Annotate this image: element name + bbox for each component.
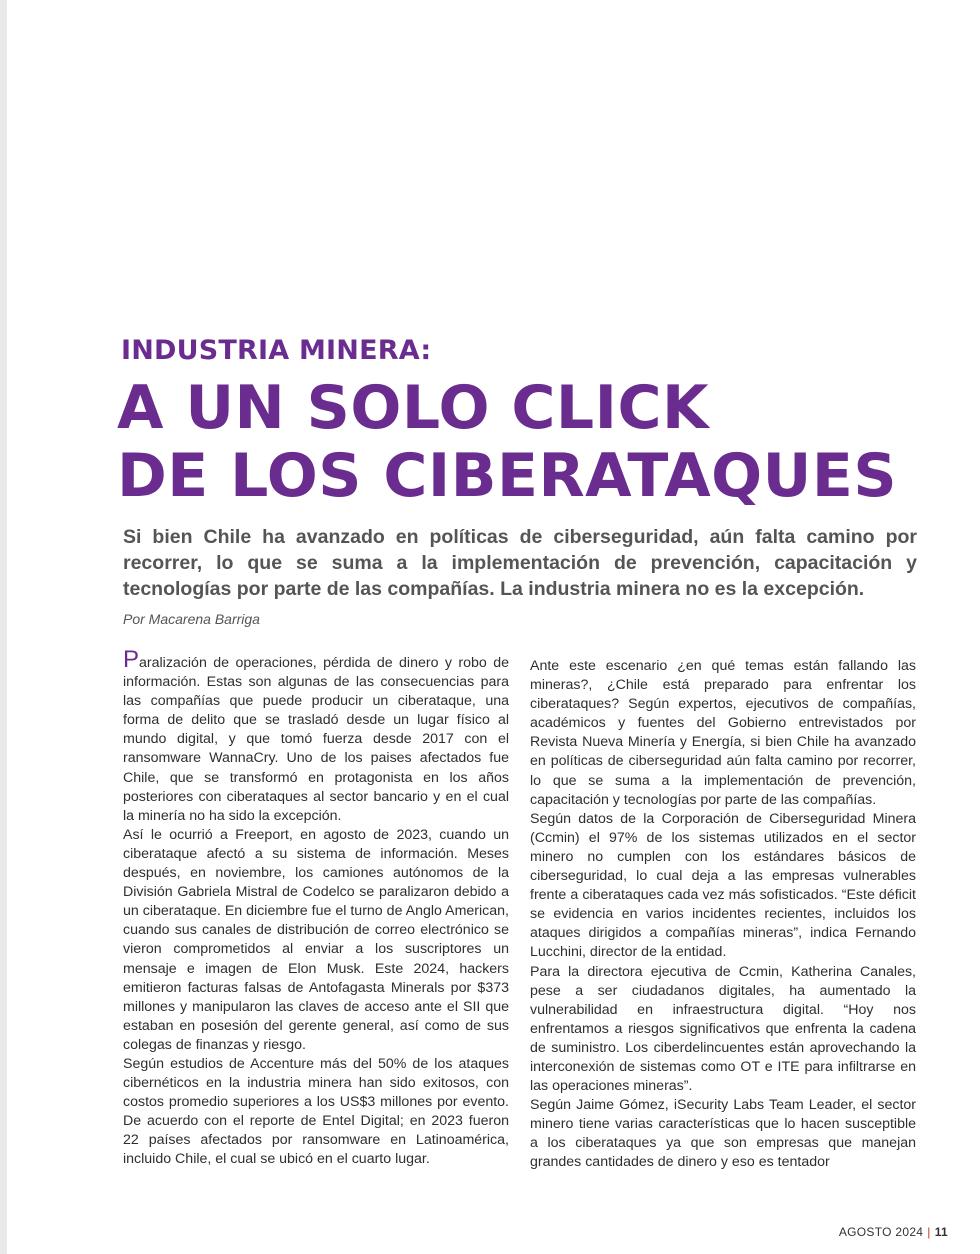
headline-line-2: DE LOS CIBERATAQUES bbox=[117, 441, 898, 511]
left-column bbox=[123, 646, 509, 1170]
page-number: 11 bbox=[934, 1225, 948, 1239]
article-byline: Por Macarena Barriga bbox=[123, 611, 260, 627]
footer-separator: | bbox=[927, 1225, 931, 1239]
article-kicker: INDUSTRIA MINERA: bbox=[121, 335, 432, 366]
page-footer bbox=[839, 1225, 948, 1239]
paragraph: Así le ocurrió a Freeport, en agosto de 2023, cuando un ciberataque afectó a su sistema de información. Meses después, en noviembre, los camiones autónomos de la División Gabriela Mistral de Codelco se paralizaron debido a un ciberataque. En diciembre fue el turno de Anglo American, cuando sus canales de distribución de correo electrónico se vieron comprometidos al enviar a los suscriptores un mensaje e imagen de Elon Musk. Este 2024, hackers emitieron facturas falsas de Antofagasta Minerals por $373 millones y manipularon las claves de acceso ante el SII que estaban en posesión del gerente general, así como de sus colegas de finanzas y riesgo. bbox=[123, 826, 509, 1053]
paragraph-text: aralización de operaciones, pérdida de dinero y robo de información. Estas son algunas de las consecuencias para las compañías que puede producir un ciberataque, una forma de delito que se trasladó desde un lugar físico al mundo digital, y que tomó fuerza desde 2017 con el ransomware WannaCry. Uno de los paises afectados fue Chile, que se transformó en protagonista en los años posteriores con ciberataques al sector bancario y en el cual la minería no ha sido la excepción. bbox=[123, 655, 509, 824]
paragraph: Según Jaime Gómez, iSecurity Labs Team Leader, el sector minero tiene varias características que lo hacen susceptible a los ciberataques ya que son empresas que manejan grandes cantidades de dinero y eso es tentador bbox=[530, 1097, 916, 1171]
article-headline bbox=[117, 374, 897, 510]
paragraph: Ante este escenario ¿en qué temas están fallando las mineras?, ¿Chile está preparado para enfrentar los ciberataques? Según expertos, ejecutivos de compañías, académicos y fuentes del Gobierno entrevistados por Revista Nueva Minería y Energía, si bien Chile ha avanzado en políticas de ciberseguridad aún falta camino por recorrer, lo que se suma a la implementación de prevención, capacitación y tecnologías por parte de las compañías. bbox=[530, 658, 916, 808]
paragraph: Según estudios de Accenture más del 50% de los ataques cibernéticos en la industria minera han sido exitosos, con costos promedio superiores a los US$3 millones por evento. De acuerdo con el reporte de Entel Digital; en 2023 fueron 22 países afectados por ransomware en Latinoamérica, incluido Chile, el cual se ubicó en el cuarto lugar. bbox=[123, 1055, 509, 1168]
headline-line-1: A UN SOLO CLICK bbox=[117, 373, 709, 443]
paragraph: Para la directora ejecutiva de Ccmin, Katherina Canales, pese a ser ciudadanos digitales, ha aumentado la vulnerabilidad en infraestructura digital. “Hoy nos enfrentamos a riesgos significativos que enfrenta la cadena de suministro. Los ciberdelincuentes están aprovechando la interconexión de sistemas como OT e ITE para infiltrarse en las operaciones mineras”. bbox=[530, 963, 916, 1095]
drop-cap: P bbox=[123, 646, 140, 673]
issue-date: AGOSTO 2024 bbox=[838, 1225, 924, 1239]
paragraph bbox=[123, 646, 509, 826]
paragraph: Según datos de la Corporación de Ciberseguridad Minera (Ccmin) el 97% de los sistemas utilizados en el sector minero no cumplen con los estándares básicos de ciberseguridad, lo cual deja a las empresas vulnerables frente a ciberataques cada vez más sofisticados. “Este déficit se evidencia en varios incidentes recientes, incluidos los ataques dirigidos a compañías mineras”, indica Fernando Lucchini, director de la entidad. bbox=[530, 810, 916, 961]
right-column bbox=[530, 657, 916, 1173]
article-lead: Si bien Chile ha avanzado en políticas de ciberseguridad, aún falta camino por recorrer, lo que se suma a la implementación de prevención, capacitación y tecnologías por parte de las compañías. La industria minera no es la excepción. bbox=[123, 526, 917, 600]
